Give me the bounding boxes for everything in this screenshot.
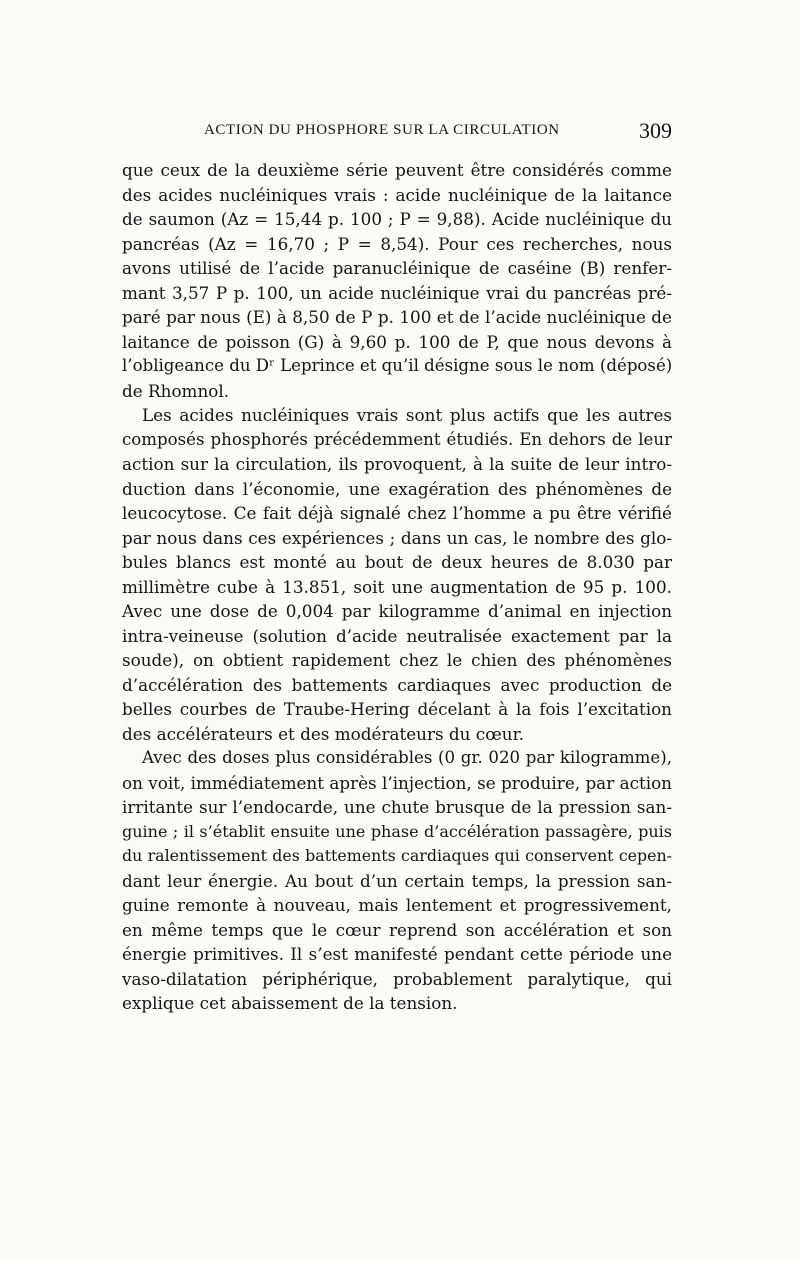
text-line: on voit, immédiatement après l’injection, se produire, par action	[122, 772, 672, 793]
text-line: guine remonte à nouveau, mais lentement et progressivement,	[122, 895, 672, 915]
text-line: explique cet abaissement de la tension.	[122, 993, 458, 1013]
text-line: intra-veineuse (solution d’acide neutralisée exactement par la	[122, 625, 672, 646]
text-line: des acides nucléiniques vrais : acide nucléinique de la laitance	[122, 184, 672, 205]
text-line: belles courbes de Traube-Hering décelant à la fois l’excitation	[122, 699, 672, 719]
text-line: irritante sur l’endocarde, une chute brusque de la pression san-	[122, 797, 672, 817]
text-line: laitance de poisson (G) à 9,60 p. 100 de P, que nous devons à	[122, 331, 672, 352]
text-line: action sur la circulation, ils provoquent, à la suite de leur intro-	[122, 454, 672, 474]
text-line: avons utilisé de l’acide paranucléinique de caséine (B) renfer-	[122, 258, 672, 278]
text-line: pancréas (Az = 16,70 ; P = 8,54). Pour ces recherches, nous	[122, 233, 672, 254]
text-line: en même temps que le cœur reprend son accélération et son	[122, 919, 672, 940]
text-line: énergie primitives. Il s’est manifesté pendant cette période une	[122, 944, 672, 964]
text-line: soude), on obtient rapidement chez le chien des phénomènes	[122, 650, 672, 670]
text-line: Les acides nucléiniques vrais sont plus actifs que les autres	[142, 405, 672, 425]
body-text	[122, 158, 672, 1016]
page-header	[204, 118, 672, 144]
text-line: des accélérateurs et des modérateurs du cœur.	[122, 723, 525, 744]
text-line: Avec une dose de 0,004 par kilogramme d’animal en injection	[122, 601, 672, 621]
running-title: ACTION DU PHOSPHORE SUR LA CIRCULATION	[204, 122, 560, 138]
text-line: vaso-dilatation périphérique, probablement paralytique, qui	[122, 968, 672, 989]
text-line: bules blancs est monté au bout de deux heures de 8.030 par	[122, 552, 672, 572]
text-line: dant leur énergie. Au bout d’un certain temps, la pression san-	[122, 870, 672, 891]
text-line: l’obligeance du Dʳ Leprince et qu’il désigne sous le nom (déposé)	[122, 356, 673, 375]
text-line: leucocytose. Ce fait déjà signalé chez l’homme a pu être vérifié	[122, 503, 672, 523]
text-line: de saumon (Az = 15,44 p. 100 ; P = 9,88). Acide nucléinique du	[122, 209, 672, 229]
text-line: Avec des doses plus considérables (0 gr. 020 par kilogramme),	[142, 748, 672, 767]
text-line: mant 3,57 P p. 100, un acide nucléinique vrai du pancréas pré-	[122, 282, 672, 303]
text-line: guine ; il s’établit ensuite une phase d’accélération passagère, puis	[122, 821, 672, 841]
text-line: du ralentissement des battements cardiaques qui conservent cepen-	[122, 846, 672, 865]
text-line: paré par nous (E) à 8,50 de P p. 100 et de l’acide nucléinique de	[122, 307, 672, 327]
text-line: que ceux de la deuxième série peuvent être considérés comme	[122, 160, 672, 180]
text-line: millimètre cube à 13.851, soit une augmentation de 95 p. 100.	[122, 576, 672, 597]
text-line: composés phosphorés précédemment étudiés. En dehors de leur	[122, 429, 672, 449]
text-line: d’accélération des battements cardiaques avec production de	[122, 674, 672, 695]
text-line: de Rhomnol.	[122, 380, 230, 401]
page-number: 309	[639, 118, 672, 143]
text-line: par nous dans ces expériences ; dans un cas, le nombre des glo-	[122, 527, 672, 548]
text-line: duction dans l’économie, une exagération des phénomènes de	[122, 478, 672, 499]
